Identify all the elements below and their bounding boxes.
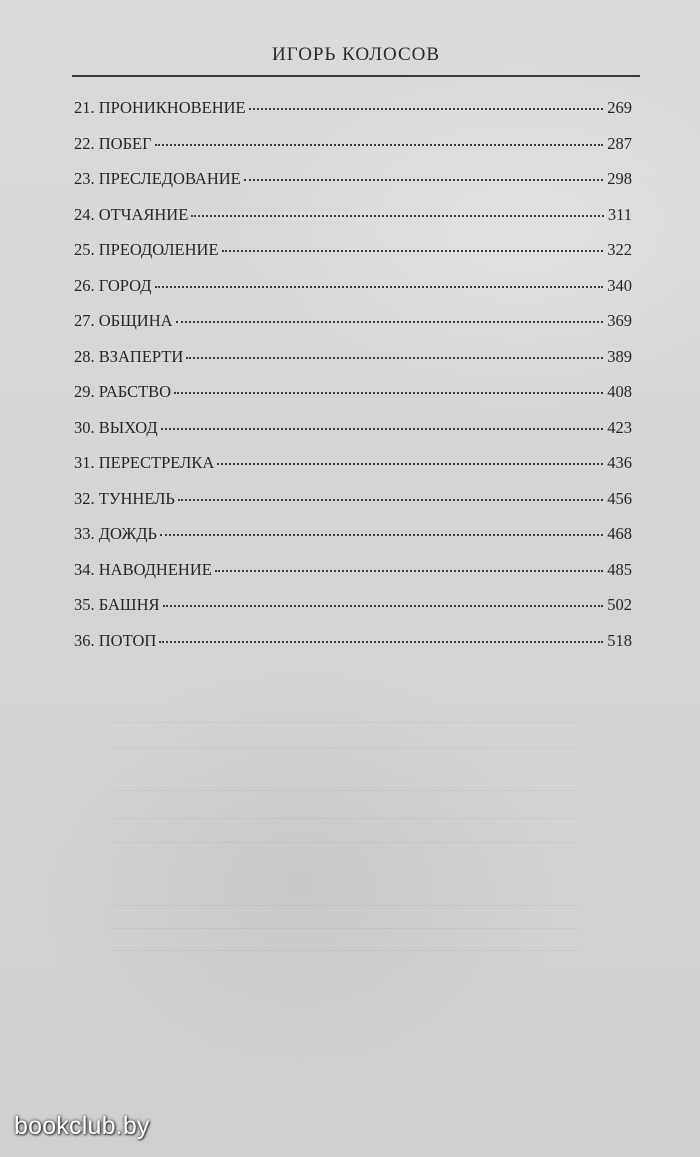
toc-entry-title: 26. ГОРОД [74, 275, 152, 295]
toc-entry-page: 408 [607, 382, 632, 401]
show-through-line [110, 818, 580, 819]
toc-entry-page: 468 [607, 524, 632, 543]
toc-entry-page: 340 [607, 275, 632, 295]
toc-entry-title: 24. ОТЧАЯНИЕ [74, 204, 189, 224]
toc-entry [74, 134, 632, 170]
toc-entry-page: 456 [607, 488, 632, 508]
toc-entry [74, 169, 632, 205]
toc-leader-dots [217, 463, 603, 465]
toc-leader-dots [161, 428, 604, 430]
toc-leader-dots [186, 357, 603, 359]
toc-entry-title: 32. ТУННЕЛЬ [74, 488, 175, 508]
toc-entry-page: 423 [607, 417, 632, 437]
toc-entry [74, 453, 632, 489]
toc-entry-title: 29. РАБСТВО [74, 382, 172, 401]
toc-entry-page: 436 [607, 453, 632, 472]
toc-entry [74, 418, 632, 454]
toc-leader-dots [249, 108, 604, 110]
toc-entry-title: 30. ВЫХОД [74, 417, 158, 437]
toc-entry [74, 98, 632, 134]
toc-entry [74, 311, 632, 347]
show-through-line [110, 722, 580, 723]
toc-leader-dots [174, 392, 603, 394]
show-through-line [110, 928, 580, 929]
toc-entry [74, 382, 632, 418]
toc-entry-title: 22. ПОБЕГ [74, 133, 152, 153]
toc-entry [74, 276, 632, 312]
toc-entry-title: 27. ОБЩИНА [74, 311, 173, 330]
toc-leader-dots [244, 179, 604, 181]
toc-entry [74, 489, 632, 525]
toc-leader-dots [215, 570, 603, 572]
toc-entry-title: 28. ВЗАПЕРТИ [74, 346, 184, 366]
toc-entry-title: 21. ПРОНИКНОВЕНИЕ [74, 98, 246, 117]
toc-entry-title: 25. ПРЕОДОЛЕНИЕ [74, 240, 219, 259]
table-of-contents [74, 98, 632, 666]
toc-leader-dots [160, 534, 603, 536]
toc-leader-dots [178, 499, 603, 501]
toc-entry [74, 631, 632, 667]
show-through-line [110, 748, 580, 749]
toc-entry-title: 36. ПОТОП [74, 630, 157, 650]
toc-entry [74, 347, 632, 383]
toc-entry-page: 369 [607, 311, 632, 330]
site-watermark: bookclub.by [14, 1112, 150, 1140]
toc-entry-title: 34. НАВОДНЕНИЕ [74, 559, 212, 579]
toc-entry [74, 205, 632, 241]
toc-entry-title: 33. ДОЖДЬ [74, 524, 158, 543]
toc-entry-page: 298 [607, 169, 632, 188]
toc-leader-dots [155, 144, 604, 146]
toc-entry-page: 311 [607, 204, 632, 224]
toc-entry [74, 595, 632, 631]
toc-leader-dots [159, 641, 603, 643]
toc-entry-page: 269 [607, 98, 632, 117]
header-rule [72, 75, 640, 77]
toc-entry [74, 560, 632, 596]
toc-leader-dots [222, 250, 604, 252]
toc-entry-title: 35. БАШНЯ [74, 595, 160, 614]
toc-entry-page: 389 [607, 346, 632, 366]
toc-entry-page: 322 [607, 240, 632, 259]
show-through-line [110, 790, 580, 791]
toc-leader-dots [176, 321, 604, 323]
toc-leader-dots [191, 215, 604, 217]
toc-entry-title: 23. ПРЕСЛЕДОВАНИЕ [74, 169, 241, 188]
show-through-line [110, 950, 580, 951]
toc-entry-page: 287 [607, 133, 632, 153]
toc-entry-page: 518 [607, 630, 632, 650]
toc-leader-dots [163, 605, 604, 607]
running-head-author: ИГОРЬ КОЛОСОВ [271, 44, 441, 65]
show-through-line [110, 842, 580, 843]
toc-entry [74, 240, 632, 276]
toc-entry-page: 502 [607, 595, 632, 614]
toc-entry [74, 524, 632, 560]
toc-entry-page: 485 [607, 559, 632, 579]
toc-entry-title: 31. ПЕРЕСТРЕЛКА [74, 453, 215, 472]
show-through-line [110, 905, 580, 906]
toc-leader-dots [155, 286, 604, 288]
